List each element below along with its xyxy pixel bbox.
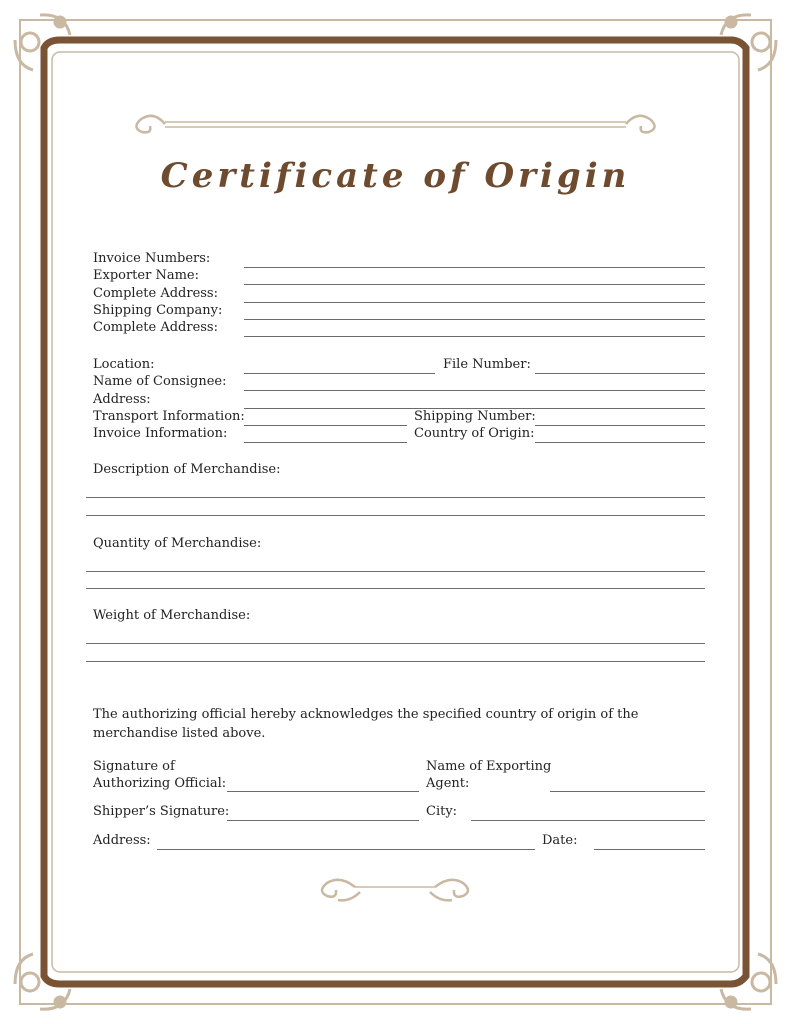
signature-label-line-2: Authorizing Official:	[93, 776, 227, 791]
country-of-origin-field[interactable]	[535, 442, 705, 443]
exporting-agent-field[interactable]	[550, 791, 705, 792]
invoice-numbers-field[interactable]	[244, 267, 705, 268]
file-number-field[interactable]	[535, 373, 705, 374]
exporter-name-field[interactable]	[244, 284, 705, 285]
signature-label-line-1: Signature of	[93, 759, 175, 774]
location-field[interactable]	[244, 373, 435, 374]
quantity-field-line-2[interactable]	[86, 588, 705, 589]
invoice-information-label: Invoice Information:	[93, 426, 228, 441]
exporting-agent-label-line-2: Agent:	[426, 776, 470, 791]
quantity-of-merchandise-label: Quantity of Merchandise:	[93, 536, 262, 551]
shipper-signature-label: Shipper’s Signature:	[93, 804, 230, 819]
complete-address-label-1: Complete Address:	[93, 286, 218, 301]
transport-information-label: Transport Information:	[93, 409, 245, 424]
complete-address-label-2: Complete Address:	[93, 320, 218, 335]
certificate-title: Certificate of Origin	[160, 156, 631, 196]
location-label: Location:	[93, 357, 155, 372]
shipping-number-label: Shipping Number:	[414, 409, 536, 424]
description-field-line-2[interactable]	[86, 515, 705, 516]
name-of-consignee-label: Name of Consignee:	[93, 374, 227, 389]
authorization-statement: The authorizing official hereby acknowledges the specified country of origin of the merchandise listed above.	[93, 707, 639, 741]
exporting-agent-label-line-1: Name of Exporting	[426, 759, 552, 774]
description-field-line-1[interactable]	[86, 497, 705, 498]
weight-field-line-1[interactable]	[86, 643, 705, 644]
shipping-number-field[interactable]	[535, 425, 705, 426]
country-of-origin-label: Country of Origin:	[414, 426, 535, 441]
title-divider-ornament	[136, 116, 654, 133]
shipping-company-label: Shipping Company:	[93, 303, 223, 318]
weight-field-line-2[interactable]	[86, 661, 705, 662]
description-of-merchandise-label: Description of Merchandise:	[93, 462, 281, 477]
city-field[interactable]	[471, 820, 705, 821]
transport-information-field[interactable]	[244, 425, 407, 426]
shipper-signature-field[interactable]	[227, 820, 419, 821]
quantity-field-line-1[interactable]	[86, 571, 705, 572]
file-number-label: File Number:	[443, 357, 531, 372]
invoice-numbers-label: Invoice Numbers:	[93, 251, 211, 266]
consignee-address-label: Address:	[93, 392, 151, 407]
bottom-flourish-ornament	[322, 880, 468, 901]
invoice-information-field[interactable]	[244, 442, 407, 443]
city-label: City:	[426, 804, 458, 819]
shipping-company-field[interactable]	[244, 319, 705, 320]
date-label: Date:	[542, 833, 578, 848]
authorizing-official-signature-field[interactable]	[227, 791, 419, 792]
authorization-address-field[interactable]	[157, 849, 535, 850]
weight-of-merchandise-label: Weight of Merchandise:	[93, 608, 251, 623]
complete-address-field-2[interactable]	[244, 336, 705, 337]
date-field[interactable]	[594, 849, 705, 850]
exporter-name-label: Exporter Name:	[93, 268, 199, 283]
authorization-address-label: Address:	[93, 833, 151, 848]
complete-address-field-1[interactable]	[244, 302, 705, 303]
name-of-consignee-field[interactable]	[244, 390, 705, 391]
